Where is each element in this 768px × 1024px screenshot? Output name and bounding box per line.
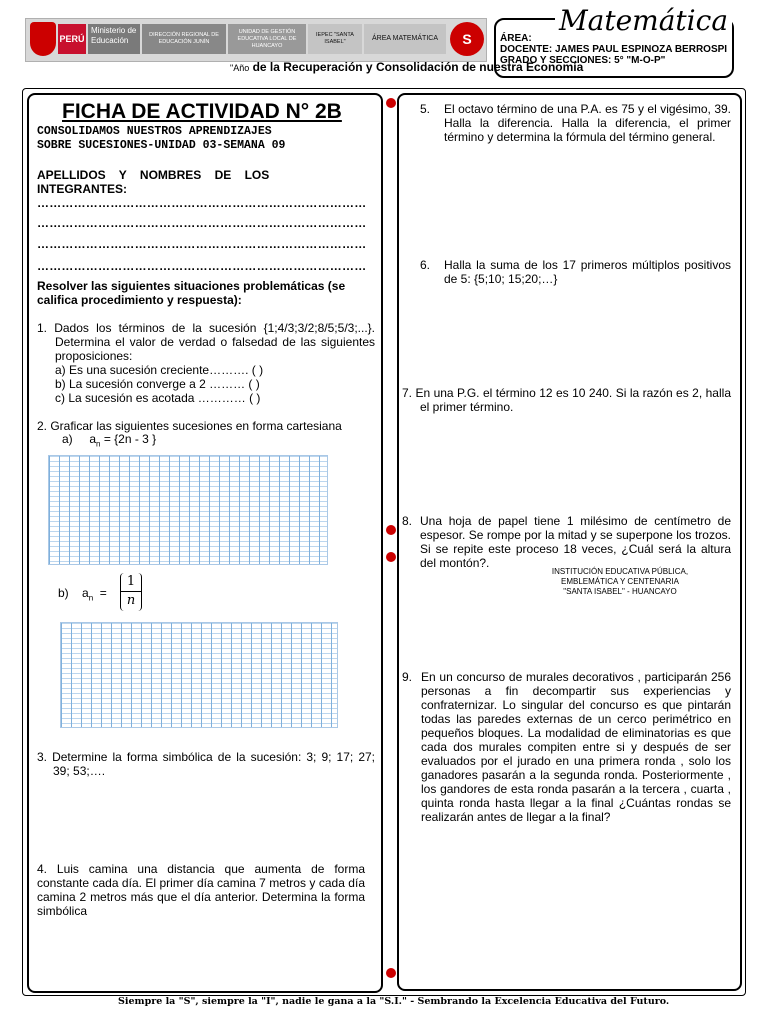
question-7: 7. En una P.G. el término 12 es 10 240. Si la razón es 2, halla el primer término.	[402, 386, 731, 414]
question-9-number: 9.	[402, 670, 413, 684]
school-watermark	[520, 567, 720, 597]
question-6: Halla la suma de los 17 primeros múltiplos positivos de 5: {5;10; 15;20;…}	[444, 258, 731, 286]
question-8: Una hoja de papel tiene 1 milésimo de centímetro de espesor. Se rompe por la mitad y se superpone los trozos. Si se repite este proceso 18 veces, ¿Cuál será la altura del montón?.	[420, 514, 731, 570]
question-3: 3. Determine la forma simbólica de la sucesión: 3; 9; 17; 27; 39; 53;….	[37, 750, 375, 778]
question-1-option-a: a) Es una sucesión creciente………. ( )	[55, 363, 264, 377]
names-label-line-1: APELLIDOS Y NOMBRES DE LOS	[37, 168, 270, 182]
question-6-number: 6.	[420, 258, 431, 272]
year-prefix: "Año	[230, 63, 250, 73]
logo-mark-icon	[386, 98, 396, 108]
instructions: Resolver las siguientes situaciones problemáticas (se califica procedimiento y respuesta):	[37, 279, 346, 307]
graph-grid-a[interactable]	[48, 455, 328, 565]
question-9: En un concurso de murales decorativos , participarán 256 personas a fin decompartir sus experiencias y confraternizar. Lo singular del concurso es que pintarán todas las paredes externas de un cerco perimétrico en pequeños bloques. La modalidad de eliminatorias es que cada dos murales compiten entre si y después de ser evaluados por el jurado en una primera ronda , solo los ganadores pasarán a la segunda ronda. Posteriormente , los gandores de esta ronda pasarán a la tercera , cuarta , quinta ronda hasta llegar a la final ¿Cuántas rondas se realizarán antes de llegar a la final?	[421, 670, 731, 824]
names-label-line-2: INTEGRANTES:	[37, 182, 127, 196]
logo-mark-icon	[386, 525, 396, 535]
question-5-number: 5.	[420, 102, 431, 116]
question-5: El octavo término de una P.A. es 75 y el vigésimo, 39. Halla la diferencia. Halla la diferencia, el primer término y determina la fórmula del término general.	[444, 102, 731, 144]
peru-shield-icon	[30, 22, 56, 56]
name-line[interactable]: ………………………………………………………………………	[37, 259, 367, 273]
subtitle-line-1: CONSOLIDAMOS NUESTROS APRENDIZAJES	[37, 125, 272, 138]
name-line[interactable]: ………………………………………………………………………	[37, 237, 367, 251]
q2a-formula: = {2n - 3 }	[103, 432, 157, 446]
question-2b: b) $a_n$ =	[58, 586, 107, 603]
fraction-numerator: 1	[121, 573, 141, 592]
year-slogan	[230, 60, 583, 74]
question-1-option-b: b) La sucesión converge a 2 ……… ( )	[55, 377, 260, 391]
name-line[interactable]: ………………………………………………………………………	[37, 196, 367, 210]
area-label: ÁREA:	[500, 33, 532, 44]
question-1-text: 1. Dados los términos de la sucesión {1;4/3;3/2;8/5;5/3;...}. Determina el valor de verdad o falsedad de las siguientes proposiciones:	[37, 321, 375, 363]
question-1	[37, 321, 375, 405]
header-box-dre: DIRECCIÓN REGIONAL DE EDUCACIÓN JUNÍN	[142, 24, 226, 54]
watermark-line-2: EMBLEMÁTICA Y CENTENARIA	[561, 577, 679, 586]
header-box-area: ÁREA MATEMÁTICA	[364, 24, 446, 54]
subtitle	[37, 125, 367, 153]
grade-label: GRADO Y SECCIONES: 5° "M-O-P"	[500, 55, 666, 66]
header-box-school: IEPEC "SANTA ISABEL"	[308, 24, 362, 54]
graph-grid-b[interactable]	[60, 622, 338, 728]
watermark-line-3: "SANTA ISABEL" - HUANCAYO	[563, 587, 677, 596]
question-8-number: 8.	[402, 514, 413, 528]
question-2a: a) $a_n = \{2n - 3$ }	[62, 432, 157, 449]
name-line[interactable]: ………………………………………………………………………	[37, 216, 367, 230]
logo-mark-icon	[386, 968, 396, 978]
peru-label: PERÚ	[58, 24, 86, 54]
ministry-label: Ministerio de Educación	[88, 24, 140, 54]
question-4: 4. Luis camina una distancia que aumenta de forma constante cada día. El primer día camina 7 metros y cada día camina 2 metros más que el día anterior. Determina la forma simbólica	[37, 862, 365, 918]
logo-mark-icon	[386, 552, 396, 562]
teacher-label: DOCENTE: JAMES PAUL ESPINOZA BERROSPI	[500, 44, 728, 55]
school-logo-icon: S	[450, 22, 484, 56]
question-2: 2. Graficar las siguientes sucesiones en forma cartesiana	[37, 419, 342, 433]
subtitle-line-2: SOBRE SUCESIONES-UNIDAD 03-SEMANA 09	[37, 139, 286, 152]
fraction-denominator: n	[126, 593, 136, 608]
footer-slogan: Siempre la "S", siempre la "I", nadie le gana a la "S.I." - Sembrando la Excelencia Educativa del Futuro.	[118, 996, 670, 1007]
subject-title: Matemática	[555, 4, 732, 37]
fraction-1-over-n	[120, 573, 142, 611]
header-box-ugel: UNIDAD DE GESTIÓN EDUCATIVA LOCAL DE HUANCAYO	[228, 24, 306, 54]
watermark-line-1: INSTITUCIÓN EDUCATIVA PÚBLICA,	[551, 567, 689, 576]
q2b-label: b)	[58, 586, 69, 600]
question-1-option-c: c) La sucesión es acotada ………… ( )	[55, 391, 261, 405]
year-main: de la Recuperación y Consolidación de nuestra Economía	[252, 60, 584, 74]
q2a-label: a)	[62, 432, 73, 446]
page-title: FICHA DE ACTIVIDAD N° 2B	[62, 100, 342, 123]
names-label	[37, 168, 373, 196]
